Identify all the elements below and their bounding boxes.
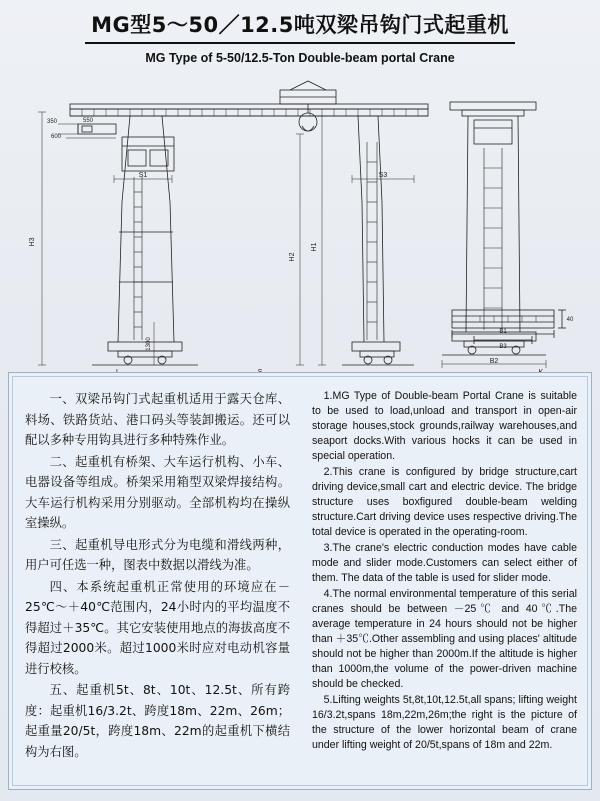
en-paragraph-2: 2.This crane is configured by bridge structure,cart driving device,small cart and electric device. The bridge structure uses boxfigured double-beam welding structure.Cart driving device uses respective driving.The total device is operated in the operating-room. [312,465,577,539]
title-block [0,10,600,65]
dim-label-h1: H1 [311,242,318,252]
dim-label-1300: 1300 [146,337,152,351]
dim-label-h2: H2 [289,252,296,262]
en-paragraph-3: 3.The crane's electric conduction modes have cable mode and slider mode.Customers can select either of them. The data of the table is used for slider mode. [312,541,577,585]
dim-label-b1: B1 [499,329,507,335]
chinese-description-column [13,377,300,785]
en-paragraph-1: 1.MG Type of Double-beam Portal Crane is suitable to be used to load,unload and transport in open-air storage houses,stock grounds,railway warehouses,and seaport docks.With various hocks it can be used in special operation. [312,390,577,463]
cn-paragraph-1: 一、双梁吊钩门式起重机适用于露天仓库、料场、铁路货站、港口码头等装卸搬运。还可以配以多种专用钩具进行多种特殊作业。 [25,392,290,447]
dim-label-550: 550 [82,118,94,124]
description-panel [8,372,592,790]
crane-technical-drawing [22,82,578,367]
english-description-column [300,377,587,785]
dim-label-h3: H3 [29,237,36,247]
dim-label-s1: S1 [138,172,148,179]
cn-paragraph-4: 四、本系统起重机正常使用的环境应在－25℃～＋40℃范围内，24小时内的平均温度不得超过＋35℃。其它安装使用地点的海拔高度不得超过2000米。超过1000米时应对电动机容量进行校核。 [25,579,290,676]
dim-label-b2: B2 [489,358,499,365]
cn-paragraph-5: 五、起重机5t、8t、10t、12.5t、所有跨度：起重机16/3.2t、跨度18m、22m、26m；起重量20/5t，跨度18m、22m的起重机下横结构为右图。 [25,683,290,759]
cn-paragraph-2: 二、起重机有桥架、大车运行机构、小车、电器设备等组成。桥架采用箱型双梁焊接结构。大车运行机构采用分别驱动。全部机构均在操纵室操纵。 [25,454,290,530]
dim-label-40: 40 [566,317,574,323]
dim-label-600: 600 [50,134,62,140]
dim-label-b3: B3 [499,344,507,350]
en-paragraph-5: 5.Lifting weights 5t,8t,10t,12.5t,all spans; lifting weight 16/3.2t,spans 18m,22m,26m;the right is the picture of the structure of the lower horizontal beam of crane under lifting weight of 20/5t,spans of 18m and 22m. [312,693,577,752]
cn-paragraph-3: 三、起重机导电形式分为电缆和滑线两种，用户可任选一种，图表中数据以滑线为准。 [25,537,290,572]
page-title-english: MG Type of 5-50/12.5-Ton Double-beam portal Crane [145,51,455,65]
dim-label-350: 350 [46,119,58,125]
page-title-chinese: MG型5～50／12.5吨双梁吊钩门式起重机 [85,10,515,44]
en-paragraph-4: 4.The normal environmental temperature of this serial cranes should be between －25℃ and 40℃.The average temperature in 24 hours should not be higher than ＋35℃.Other assembling and using places' altitude should not be higher than 2000m.If the altitude is higher than 1000m,the volume of the power-driven machine should be checked. [312,587,577,691]
dim-label-s3: S3 [378,172,388,179]
